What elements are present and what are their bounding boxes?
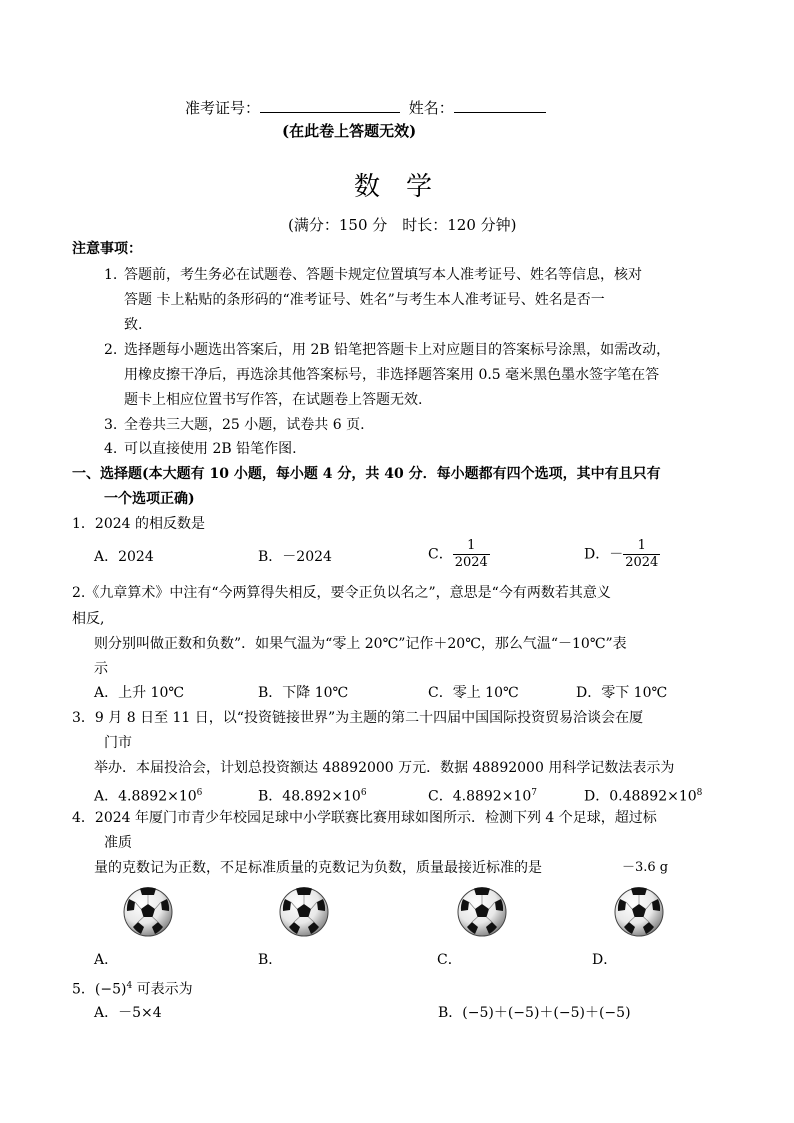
soccer-ball-d-icon — [614, 887, 664, 937]
question-3-line-1: 3．9 月 8 日至 11 日，以“投资链接世界”为主题的第二十四届中国国际投资贸易洽谈会在厦 — [72, 710, 644, 726]
answer-invalid-notice: (在此卷上答题无效) — [282, 122, 417, 140]
option-b-base: B．48.892×10 — [258, 788, 361, 805]
section-1-heading: 一、选择题(本大题有 10 小题，每小题 4 分，共 40 分．每小题都有四个选项，其中有且只有 — [72, 466, 661, 482]
question-4-line-2: 准质 — [104, 835, 132, 851]
question-2-option-c: C．零上 10℃ — [428, 685, 519, 701]
soccer-ball-c-icon — [457, 887, 507, 937]
question-4-option-a: A． — [94, 952, 119, 968]
option-c-base: C．4.8892×10 — [428, 788, 532, 805]
fraction-numerator: 1 — [467, 538, 476, 553]
fraction-numerator: 1 — [637, 538, 646, 553]
stem-tail: 可表示为 — [132, 981, 193, 998]
question-5-stem — [72, 976, 193, 1000]
option-d-exponent: 8 — [696, 788, 703, 798]
question-2-option-b: B．下降 10℃ — [258, 685, 349, 701]
page-subtitle: (满分：150 分 时长：120 分钟) — [288, 216, 517, 234]
note-4-line-1: 可以直接使用 2B 铅笔作图. — [124, 441, 297, 457]
question-2-line-4: 示 — [94, 661, 108, 677]
question-2-line-1: 2.《九章算术》中注有“今两算得失相反，要令正负以名之”，意思是“今有两数若其意义 — [72, 585, 611, 601]
note-2-num: 2. — [104, 342, 118, 358]
question-2-line-2: 相反, — [72, 611, 105, 627]
note-2-line-1: 选择题每小题选出答案后，用 2B 铅笔把答题卡上对应题目的答案标号涂黑，如需改动， — [124, 342, 671, 358]
question-1-option-b: B．－2024 — [258, 549, 332, 565]
option-c-exponent: 7 — [531, 788, 537, 798]
question-3-line-3: 举办．本届投洽会，计划总投资额达 48892000 万元．数据 48892000 用科学记数法表示为 — [94, 760, 675, 776]
question-3-option-b — [258, 783, 367, 807]
question-3-line-2: 门市 — [104, 735, 132, 751]
question-2-line-3: 则分别叫做正数和负数”．如果气温为“零上 20℃”记作＋20℃，那么气温“－10℃”表 — [94, 636, 627, 652]
fraction-denominator: 2024 — [625, 555, 659, 570]
exam-number-label: 准考证号： — [185, 99, 261, 117]
question-4-line-3: 量的克数记为正数，不足标准质量的克数记为负数，质量最接近标准的是 — [94, 860, 542, 876]
question-3-option-d — [584, 783, 702, 807]
soccer-ball-a-icon — [123, 887, 173, 937]
ball-d-value: －3.6 g — [622, 860, 669, 875]
note-1-line-2: 答题 卡上粘贴的条形码的“准考证号、姓名”与考生本人准考证号、姓名是否一 — [124, 292, 605, 308]
option-a-exponent: 6 — [196, 788, 203, 798]
option-d-label: D．－ — [584, 546, 624, 563]
exam-number-field — [185, 98, 546, 118]
question-3-option-a — [94, 783, 202, 807]
note-1-num: 1. — [104, 267, 118, 283]
option-c-label: C． — [428, 546, 453, 563]
stem-exponent: 4 — [126, 981, 133, 991]
question-4-option-d: D． — [592, 952, 618, 968]
question-1-option-d — [584, 538, 660, 571]
stem-base: 5．(−5) — [72, 981, 127, 998]
note-3-line-1: 全卷共三大题，25 小题，试卷共 6 页. — [124, 417, 365, 433]
question-2-option-d: D．零下 10℃ — [576, 685, 668, 701]
section-1-heading-cont: 一个选项正确) — [104, 491, 195, 507]
option-d-base: D．0.48892×10 — [584, 788, 697, 805]
question-4-line-1: 4．2024 年厦门市青少年校园足球中小学联赛比赛用球如图所示．检测下列 4 个足球，超过标 — [72, 810, 657, 826]
note-3-num: 3. — [104, 417, 118, 433]
question-5-option-a: A．－5×4 — [94, 1005, 162, 1021]
note-2-line-2: 用橡皮擦干净后，再选涂其他答案标号，非选择题答案用 0.5 毫米黑色墨水签字笔在答 — [124, 367, 660, 383]
note-4-num: 4. — [104, 441, 118, 457]
option-a-base: A．4.8892×10 — [94, 788, 197, 805]
question-1-stem: 1．2024 的相反数是 — [72, 516, 205, 532]
question-4-option-b: B． — [258, 952, 283, 968]
exam-number-blank — [260, 98, 400, 113]
note-2-line-3: 题卡上相应位置书写作答，在试题卷上答题无效. — [124, 392, 423, 408]
question-4-option-c: C． — [437, 952, 462, 968]
question-1-option-a: A．2024 — [94, 549, 154, 565]
option-b-exponent: 6 — [360, 788, 367, 798]
name-label: 姓名： — [408, 99, 454, 117]
notes-heading: 注意事项： — [72, 241, 142, 257]
note-1-line-3: 致. — [124, 317, 143, 333]
name-blank — [454, 98, 546, 113]
question-3-option-c — [428, 783, 537, 807]
soccer-ball-b-icon — [279, 887, 329, 937]
fraction-denominator: 2024 — [454, 555, 488, 570]
page-title: 数 学 — [354, 172, 433, 202]
question-5-option-b: B．(−5)＋(−5)＋(−5)＋(−5) — [438, 1005, 631, 1021]
question-2-option-a: A．上升 10℃ — [94, 685, 185, 701]
note-1-line-1: 答题前，考生务必在试题卷、答题卡规定位置填写本人准考证号、姓名等信息，核对 — [124, 267, 642, 283]
question-1-option-c — [428, 538, 490, 571]
